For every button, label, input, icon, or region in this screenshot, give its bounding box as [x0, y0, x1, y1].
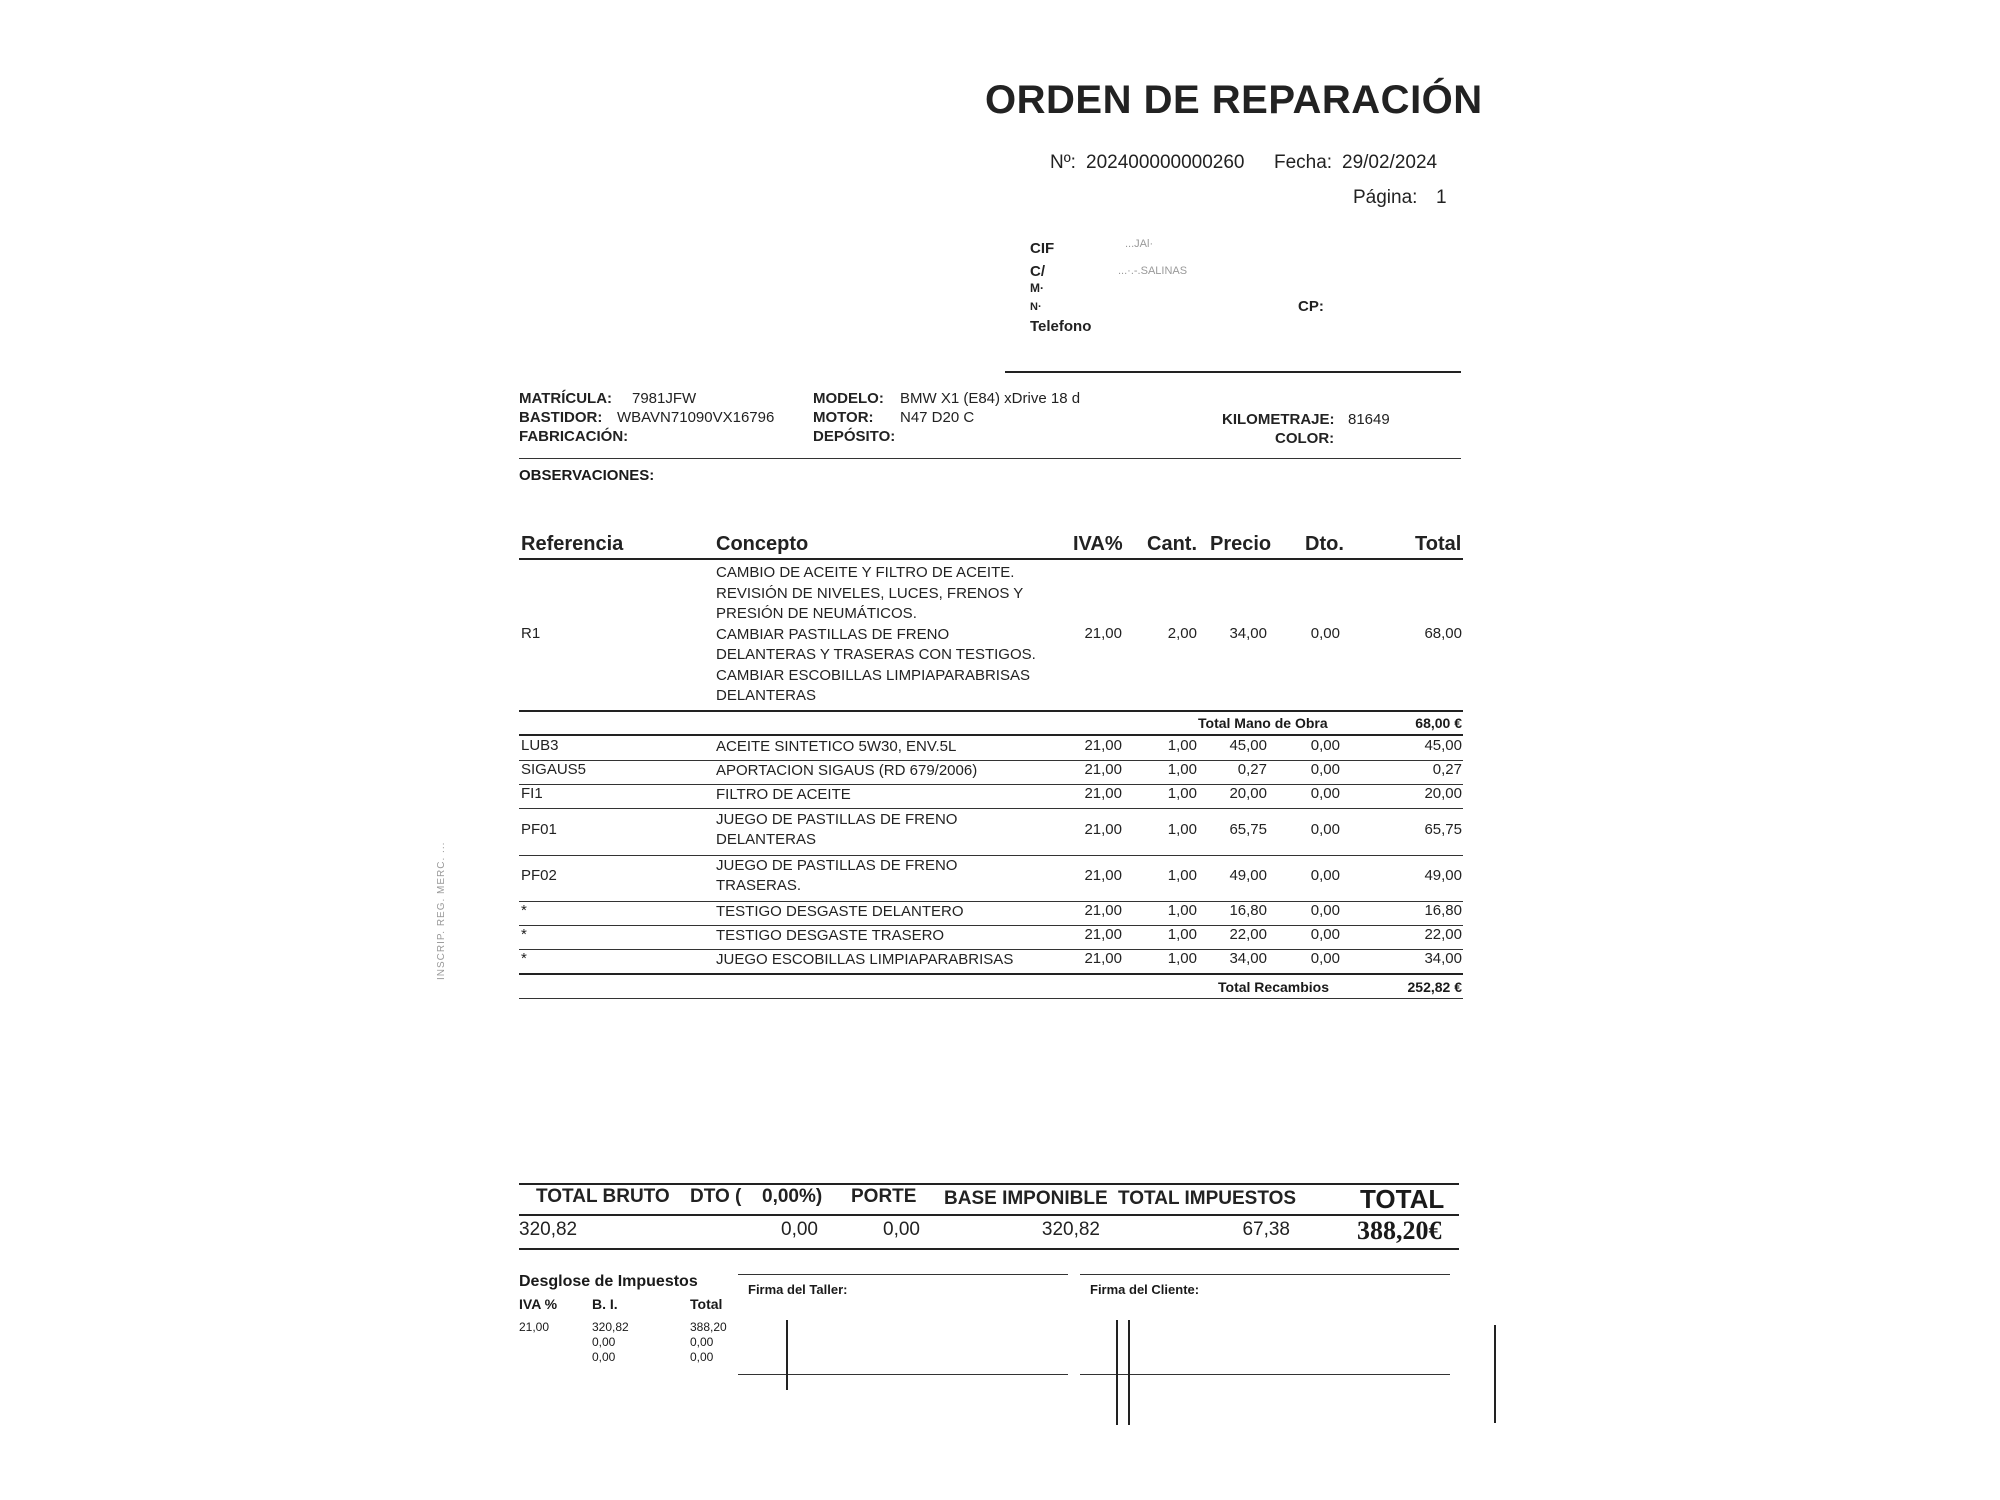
cell-concept: ACEITE SINTETICO 5W30, ENV.5L — [716, 738, 957, 755]
grand-total-label: TOTAL — [1360, 1184, 1445, 1214]
cell-discount: 0,00 — [1310, 737, 1340, 754]
shipping-value: 0,00 — [883, 1219, 920, 1240]
cell-concept: JUEGO ESCOBILLAS LIMPIAPARABRISAS — [716, 951, 1014, 968]
cell-iva: 21,00 — [1084, 821, 1122, 838]
cell-total: 45,00 — [1424, 737, 1462, 754]
workshop-signature-label: Firma del Taller: — [748, 1282, 848, 1297]
client-n-label: N· — [1030, 301, 1042, 313]
client-cp-label: CP: — [1298, 298, 1324, 315]
tax-breakdown-title: Desglose de Impuestos — [519, 1273, 698, 1290]
cell-ref: * — [521, 926, 527, 943]
cell-qty: 1,00 — [1167, 821, 1197, 838]
cell-ref: FI1 — [521, 785, 543, 802]
client-signature-mark-1 — [1116, 1320, 1118, 1425]
shipping-label: PORTE — [851, 1186, 917, 1207]
cell-price: 34,00 — [1229, 950, 1267, 967]
client-signature-label: Firma del Cliente: — [1090, 1282, 1200, 1297]
cell-price: 16,80 — [1229, 902, 1267, 919]
parts-total-rule — [519, 998, 1463, 999]
cell-price: 45,00 — [1229, 737, 1267, 754]
cell-concept: TESTIGO DESGASTE TRASERO — [716, 927, 945, 944]
tax-breakdown-col-base: B. I. — [592, 1296, 618, 1312]
chassis-value: WBAVN71090VX16796 — [617, 409, 775, 426]
mileage-value: 81649 — [1348, 411, 1390, 428]
client-divider — [1005, 371, 1461, 373]
order-number-label: Nº: — [1050, 152, 1076, 173]
cell-ref: SIGAUS5 — [521, 761, 587, 778]
cell-ref: PF01 — [521, 821, 557, 838]
engine-value: N47 D20 C — [900, 409, 975, 426]
cell-price: 22,00 — [1229, 926, 1267, 943]
table-header-rule — [519, 558, 1463, 560]
tax-breakdown-total-2: 0,00 — [690, 1335, 714, 1349]
cell-total: 16,80 — [1424, 902, 1462, 919]
client-cif-label: CIF — [1030, 240, 1055, 257]
color-label: COLOR: — [1275, 430, 1335, 447]
client-address-label: C/ — [1030, 263, 1045, 280]
manufacture-label: FABRICACIÓN: — [519, 428, 629, 445]
cell-concept: FILTRO DE ACEITE — [716, 786, 851, 803]
cell-qty: 1,00 — [1167, 737, 1197, 754]
col-header-qty: Cant. — [1147, 533, 1197, 555]
cell-concept: TESTIGO DESGASTE DELANTERO — [716, 903, 964, 920]
observations-label: OBSERVACIONES: — [519, 467, 655, 484]
discount-percent: 0,00%) — [762, 1186, 823, 1207]
model-value: BMW X1 (E84) xDrive 18 d — [900, 390, 1081, 407]
col-header-discount: Dto. — [1305, 533, 1344, 555]
cell-qty: 1,00 — [1167, 785, 1197, 802]
cell-discount: 0,00 — [1310, 821, 1340, 838]
client-signature-mark-2 — [1128, 1320, 1130, 1425]
tax-base-label: BASE IMPONIBLE — [944, 1188, 1108, 1209]
labour-total-label: Total Mano de Obra — [1198, 715, 1328, 731]
cell-total: 22,00 — [1424, 926, 1462, 943]
parts-rule — [519, 973, 1463, 975]
cell-discount: 0,00 — [1310, 902, 1340, 919]
discount-label: DTO ( — [690, 1186, 742, 1207]
cell-price: 49,00 — [1229, 867, 1267, 884]
labour-total-rule — [519, 734, 1463, 736]
cell-price: 65,75 — [1229, 821, 1267, 838]
plate-value: 7981JFW — [632, 390, 697, 407]
row-divider — [519, 808, 1463, 809]
tax-breakdown-total-3: 0,00 — [690, 1350, 714, 1364]
page-number: 1 — [1436, 187, 1447, 208]
cell-qty: 1,00 — [1167, 950, 1197, 967]
workshop-signature-top — [738, 1274, 1068, 1275]
cell-iva: 21,00 — [1084, 902, 1122, 919]
summary-top-rule — [519, 1183, 1459, 1185]
cell-total: 0,27 — [1432, 761, 1462, 778]
client-phone-label: Telefono — [1030, 318, 1092, 335]
cell-discount: 0,00 — [1310, 785, 1340, 802]
cell-total: 20,00 — [1424, 785, 1462, 802]
cell-ref: PF02 — [521, 867, 557, 884]
cell-iva: 21,00 — [1084, 761, 1122, 778]
col-header-ref: Referencia — [521, 533, 624, 555]
page-edge-mark — [1494, 1325, 1496, 1423]
mileage-label: KILOMETRAJE: — [1222, 411, 1335, 428]
order-number: 202400000000260 — [1086, 152, 1245, 173]
cell-qty: 1,00 — [1167, 867, 1197, 884]
cell-discount: 0,00 — [1310, 867, 1340, 884]
client-signature-top — [1080, 1274, 1450, 1275]
cell-ref: R1 — [521, 625, 541, 642]
cell-discount: 0,00 — [1310, 950, 1340, 967]
discount-value: 0,00 — [781, 1219, 818, 1240]
tax-breakdown-iva-1: 21,00 — [519, 1320, 550, 1334]
cell-qty: 1,00 — [1167, 761, 1197, 778]
client-signature-bottom — [1080, 1374, 1450, 1375]
cell-ref: * — [521, 902, 527, 919]
tax-breakdown-col-iva: IVA % — [519, 1296, 558, 1312]
date-label: Fecha: — [1274, 152, 1333, 173]
gross-total-label: TOTAL BRUTO — [536, 1186, 670, 1207]
col-header-concept: Concepto — [716, 533, 809, 555]
chassis-label: BASTIDOR: — [519, 409, 603, 426]
engine-label: MOTOR: — [813, 409, 874, 426]
cell-concept: APORTACION SIGAUS (RD 679/2006) — [716, 762, 978, 779]
col-header-total: Total — [1415, 533, 1462, 555]
total-taxes-value: 67,38 — [1242, 1219, 1290, 1240]
total-taxes-label: TOTAL IMPUESTOS — [1118, 1188, 1297, 1209]
grand-total-value: 388,20€ — [1357, 1216, 1442, 1245]
cell-price: 0,27 — [1237, 761, 1267, 778]
cell-iva: 21,00 — [1084, 950, 1122, 967]
cell-iva: 21,00 — [1084, 737, 1122, 754]
model-label: MODELO: — [813, 390, 884, 407]
client-redacted-1: ...JAl· — [1125, 238, 1154, 250]
page-label: Página: — [1353, 187, 1418, 208]
plate-label: MATRÍCULA: — [519, 390, 613, 407]
tax-breakdown-base-1: 320,82 — [592, 1320, 629, 1334]
cell-qty: 2,00 — [1167, 625, 1197, 642]
cell-qty: 1,00 — [1167, 926, 1197, 943]
cell-iva: 21,00 — [1084, 926, 1122, 943]
col-header-iva: IVA% — [1073, 533, 1123, 555]
date-value: 29/02/2024 — [1342, 152, 1438, 173]
summary-bottom-rule — [519, 1248, 1459, 1250]
labour-rule — [519, 710, 1463, 712]
gross-total-value: 320,82 — [519, 1219, 578, 1240]
cell-ref: * — [521, 950, 527, 967]
document-title: ORDEN DE REPARACIÓN — [985, 78, 1483, 122]
client-m-label: M· — [1030, 281, 1044, 295]
cell-total: 68,00 — [1424, 625, 1462, 642]
cell-total: 49,00 — [1424, 867, 1462, 884]
cell-total: 65,75 — [1424, 821, 1462, 838]
tax-breakdown-total-1: 388,20 — [690, 1320, 727, 1334]
cell-ref: LUB3 — [521, 737, 559, 754]
cell-qty: 1,00 — [1167, 902, 1197, 919]
cell-concept: JUEGO DE PASTILLAS DE FRENO DELANTERAS — [716, 811, 958, 848]
cell-iva: 21,00 — [1084, 625, 1122, 642]
summary-mid-rule — [519, 1214, 1459, 1216]
row-divider — [519, 855, 1463, 856]
parts-total-value: 252,82 € — [1407, 979, 1462, 995]
workshop-signature-mark — [786, 1320, 788, 1390]
cell-concept: JUEGO DE PASTILLAS DE FRENO TRASERAS. — [716, 857, 958, 894]
vehicle-divider — [519, 458, 1461, 459]
cell-iva: 21,00 — [1084, 867, 1122, 884]
cell-iva: 21,00 — [1084, 785, 1122, 802]
tax-breakdown-base-3: 0,00 — [592, 1350, 616, 1364]
cell-discount: 0,00 — [1310, 625, 1340, 642]
cell-total: 34,00 — [1424, 950, 1462, 967]
tax-base-value: 320,82 — [1041, 1219, 1100, 1240]
cell-price: 20,00 — [1229, 785, 1267, 802]
tax-breakdown-col-total: Total — [690, 1296, 723, 1312]
labour-total-value: 68,00 € — [1415, 715, 1462, 731]
deposit-label: DEPÓSITO: — [813, 428, 896, 445]
col-header-price: Precio — [1210, 533, 1272, 555]
cell-price: 34,00 — [1229, 625, 1267, 642]
parts-total-label: Total Recambios — [1218, 979, 1329, 995]
cell-discount: 0,00 — [1310, 926, 1340, 943]
side-registry-note: INSCRIP. REG. MERC. ... — [436, 841, 447, 980]
cell-concept: CAMBIO DE ACEITE Y FILTRO DE ACEITE. REVISIÓN DE NIVELES, LUCES, FRENOS Y PRESIÓN DE NEUMÁTICOS. CAMBIAR PASTILLAS DE FRENO DELANTERAS Y TRASERAS CON TESTIGOS. CAMBIAR ESCOBILLAS LIMPIAPARABRISAS DELANTERAS — [716, 564, 1036, 704]
cell-discount: 0,00 — [1310, 761, 1340, 778]
tax-breakdown-base-2: 0,00 — [592, 1335, 616, 1349]
client-redacted-2: ...·.-.SALINAS — [1118, 265, 1188, 277]
